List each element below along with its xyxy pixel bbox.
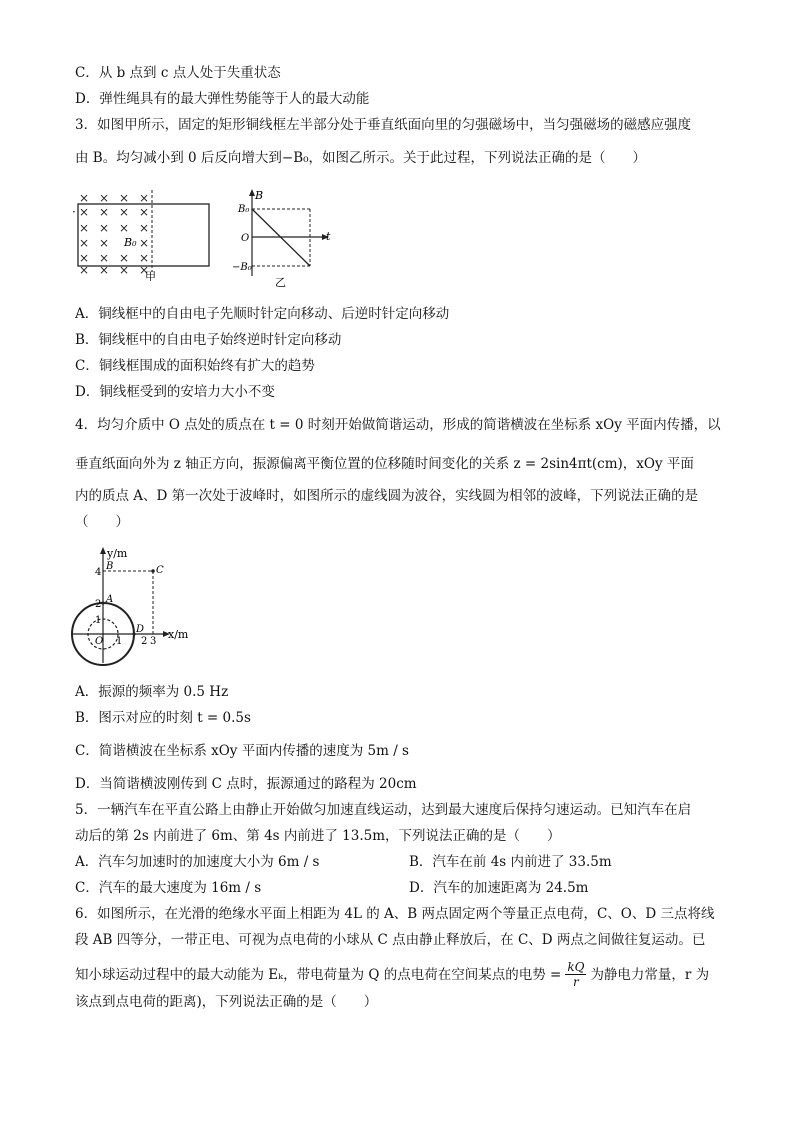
tick-neg-b0: −B₀ xyxy=(232,262,252,273)
q6-stem-line2: 段 AB 四等分，一带正电、可视为点电荷的小球从 C 点由静止释放后，在 C、D 两点之间做往复运动。已 xyxy=(75,932,706,948)
potential-fraction xyxy=(565,960,586,989)
q2-option-d[interactable]: D．弹性绳具有的最大弹性势能等于人的最大动能 xyxy=(75,91,370,107)
q4-option-d[interactable]: D．当简谐横波刚传到 C 点时，振源通过的路程为 20cm xyxy=(75,776,417,792)
svg-text:×: × xyxy=(99,221,110,235)
q6-stem-line3 xyxy=(75,960,709,989)
label-d: D xyxy=(136,624,145,635)
q5-option-c[interactable]: C．汽车的最大速度为 16m / s xyxy=(75,880,262,896)
tick-y1: 1 xyxy=(95,615,102,626)
tick-x1: 1 xyxy=(116,636,123,647)
y-axis-arrow xyxy=(100,547,106,554)
fig-yi-caption: 乙 xyxy=(275,276,286,288)
q3-stem-line2: 由 B。均匀减小到 0 后反向增大到−B₀，如图乙所示。关于此过程，下列说法正确的是（ ） xyxy=(75,150,647,166)
q4-option-c[interactable]: C．简谐横波在坐标系 xOy 平面内传播的速度为 5m / s xyxy=(75,743,409,759)
axis-b-label: B xyxy=(255,189,264,202)
svg-text:×: × xyxy=(119,251,130,265)
q6-stem-line1: 6．如图所示，在光滑的绝缘水平面上相距为 4L 的 A、B 两点固定两个等量正点电荷，C、O、D 三点将线 xyxy=(75,906,715,922)
svg-text:×: × xyxy=(79,191,90,205)
svg-text:×: × xyxy=(99,191,110,205)
tick-y4: 4 xyxy=(95,567,102,578)
q3-option-a[interactable]: A．铜线框中的自由电子先顺时针定向移动、后逆时针定向移动 xyxy=(75,306,450,322)
tick-origin: O xyxy=(241,233,250,244)
q3-stem-line1: 3．如图甲所示，固定的矩形铜线框左半部分处于垂直纸面向里的匀强磁场中，当匀强磁场的磁感应强度 xyxy=(75,117,692,133)
q3-figure-yi xyxy=(230,188,340,288)
q5-option-d[interactable]: D．汽车的加速距离为 24.5m xyxy=(409,880,589,896)
svg-text:×: × xyxy=(139,263,150,277)
q5-stem-line1: 5．一辆汽车在平直公路上由静止开始做匀加速直线运动，达到最大速度后保持匀速运动。已知汽车在启 xyxy=(75,802,692,818)
q3-figure-jia xyxy=(72,186,217,281)
svg-text:×: × xyxy=(139,236,150,250)
fig-jia-caption: 甲 xyxy=(145,270,156,281)
q4-figure xyxy=(70,545,200,670)
point-c xyxy=(151,569,155,573)
tick-b0: B₀ xyxy=(238,204,250,215)
svg-text:×: × xyxy=(99,205,110,219)
svg-text:×: × xyxy=(139,191,150,205)
q3-option-d[interactable]: D．铜线框受到的安培力大小不变 xyxy=(75,384,275,400)
label-a: A xyxy=(106,594,114,605)
svg-text:×: × xyxy=(99,263,110,277)
x-axis-label: x/m xyxy=(168,628,189,641)
svg-text:×: × xyxy=(119,191,130,205)
q6-stem-line4: 该点到点电荷的距离)，下列说法正确的是（ ） xyxy=(75,994,378,1010)
tick-y2: 2 xyxy=(95,599,102,610)
fraction-numerator: kQ xyxy=(567,960,585,974)
svg-text:×: × xyxy=(79,251,90,265)
q6-stem-line3a: 知小球运动过程中的最大动能为 Eₖ，带电荷量为 Q 的点电荷在空间某点的电势 = xyxy=(75,966,562,983)
tick-x2: 2 xyxy=(141,636,148,647)
q5-option-b[interactable]: B．汽车在前 4s 内前进了 33.5m xyxy=(409,854,612,870)
q4-stem-line1: 4．均匀介质中 O 点处的质点在 t = 0 时刻开始做简谐运动，形成的简谐横波在坐标系 xOy 平面内传播，以 xyxy=(75,417,721,433)
svg-text:×: × xyxy=(99,236,110,250)
q3-option-b[interactable]: B．铜线框中的自由电子始终逆时针定向移动 xyxy=(75,332,342,348)
y-axis-label: y/m xyxy=(107,547,128,560)
q5-stem-line2: 动后的第 2s 内前进了 6m、第 4s 内前进了 13.5m，下列说法正确的是（ ） xyxy=(75,828,561,844)
svg-text:×: × xyxy=(99,251,110,265)
label-o: O xyxy=(95,636,104,647)
fraction-denominator: r xyxy=(573,975,579,989)
svg-text:×: × xyxy=(119,205,130,219)
svg-text:×: × xyxy=(139,251,150,265)
q6-stem-line3b: 为静电力常量，r 为 xyxy=(590,966,710,983)
q4-option-a[interactable]: A．振源的频率为 0.5 Hz xyxy=(75,684,229,700)
q4-stem-line2: 垂直纸面向外为 z 轴正方向，振源偏离平衡位置的位移随时间变化的关系 z = 2sin4πt(cm)，xOy 平面 xyxy=(75,456,694,472)
field-label: B₀ xyxy=(124,236,137,249)
svg-text:×: × xyxy=(79,236,90,250)
svg-text:×: × xyxy=(119,221,130,235)
q4-stem-line4: （ ） xyxy=(75,514,129,530)
svg-text:×: × xyxy=(119,263,130,277)
label-b: B xyxy=(106,561,114,572)
q3-option-c[interactable]: C．铜线框围成的面积始终有扩大的趋势 xyxy=(75,358,315,374)
svg-text:×: × xyxy=(79,205,90,219)
q2-option-c[interactable]: C．从 b 点到 c 点人处于失重状态 xyxy=(75,65,281,81)
q5-option-a[interactable]: A．汽车匀加速时的加速度大小为 6m / s xyxy=(75,854,320,870)
svg-text:×: × xyxy=(79,263,90,277)
q4-option-b[interactable]: B．图示对应的时刻 t = 0.5s xyxy=(75,710,251,726)
svg-text:×: × xyxy=(139,205,150,219)
label-c: C xyxy=(156,565,164,576)
q4-stem-line3: 内的质点 A、D 第一次处于波峰时，如图所示的虚线圆为波谷，实线圆为相邻的波峰，下列说法正确的是 xyxy=(75,488,699,504)
axis-t-label: t xyxy=(326,230,331,243)
tick-x3: 3 xyxy=(150,636,157,647)
point-a xyxy=(101,601,104,604)
svg-text:×: × xyxy=(79,221,90,235)
svg-text:·: · xyxy=(72,205,76,219)
svg-text:×: × xyxy=(139,221,150,235)
